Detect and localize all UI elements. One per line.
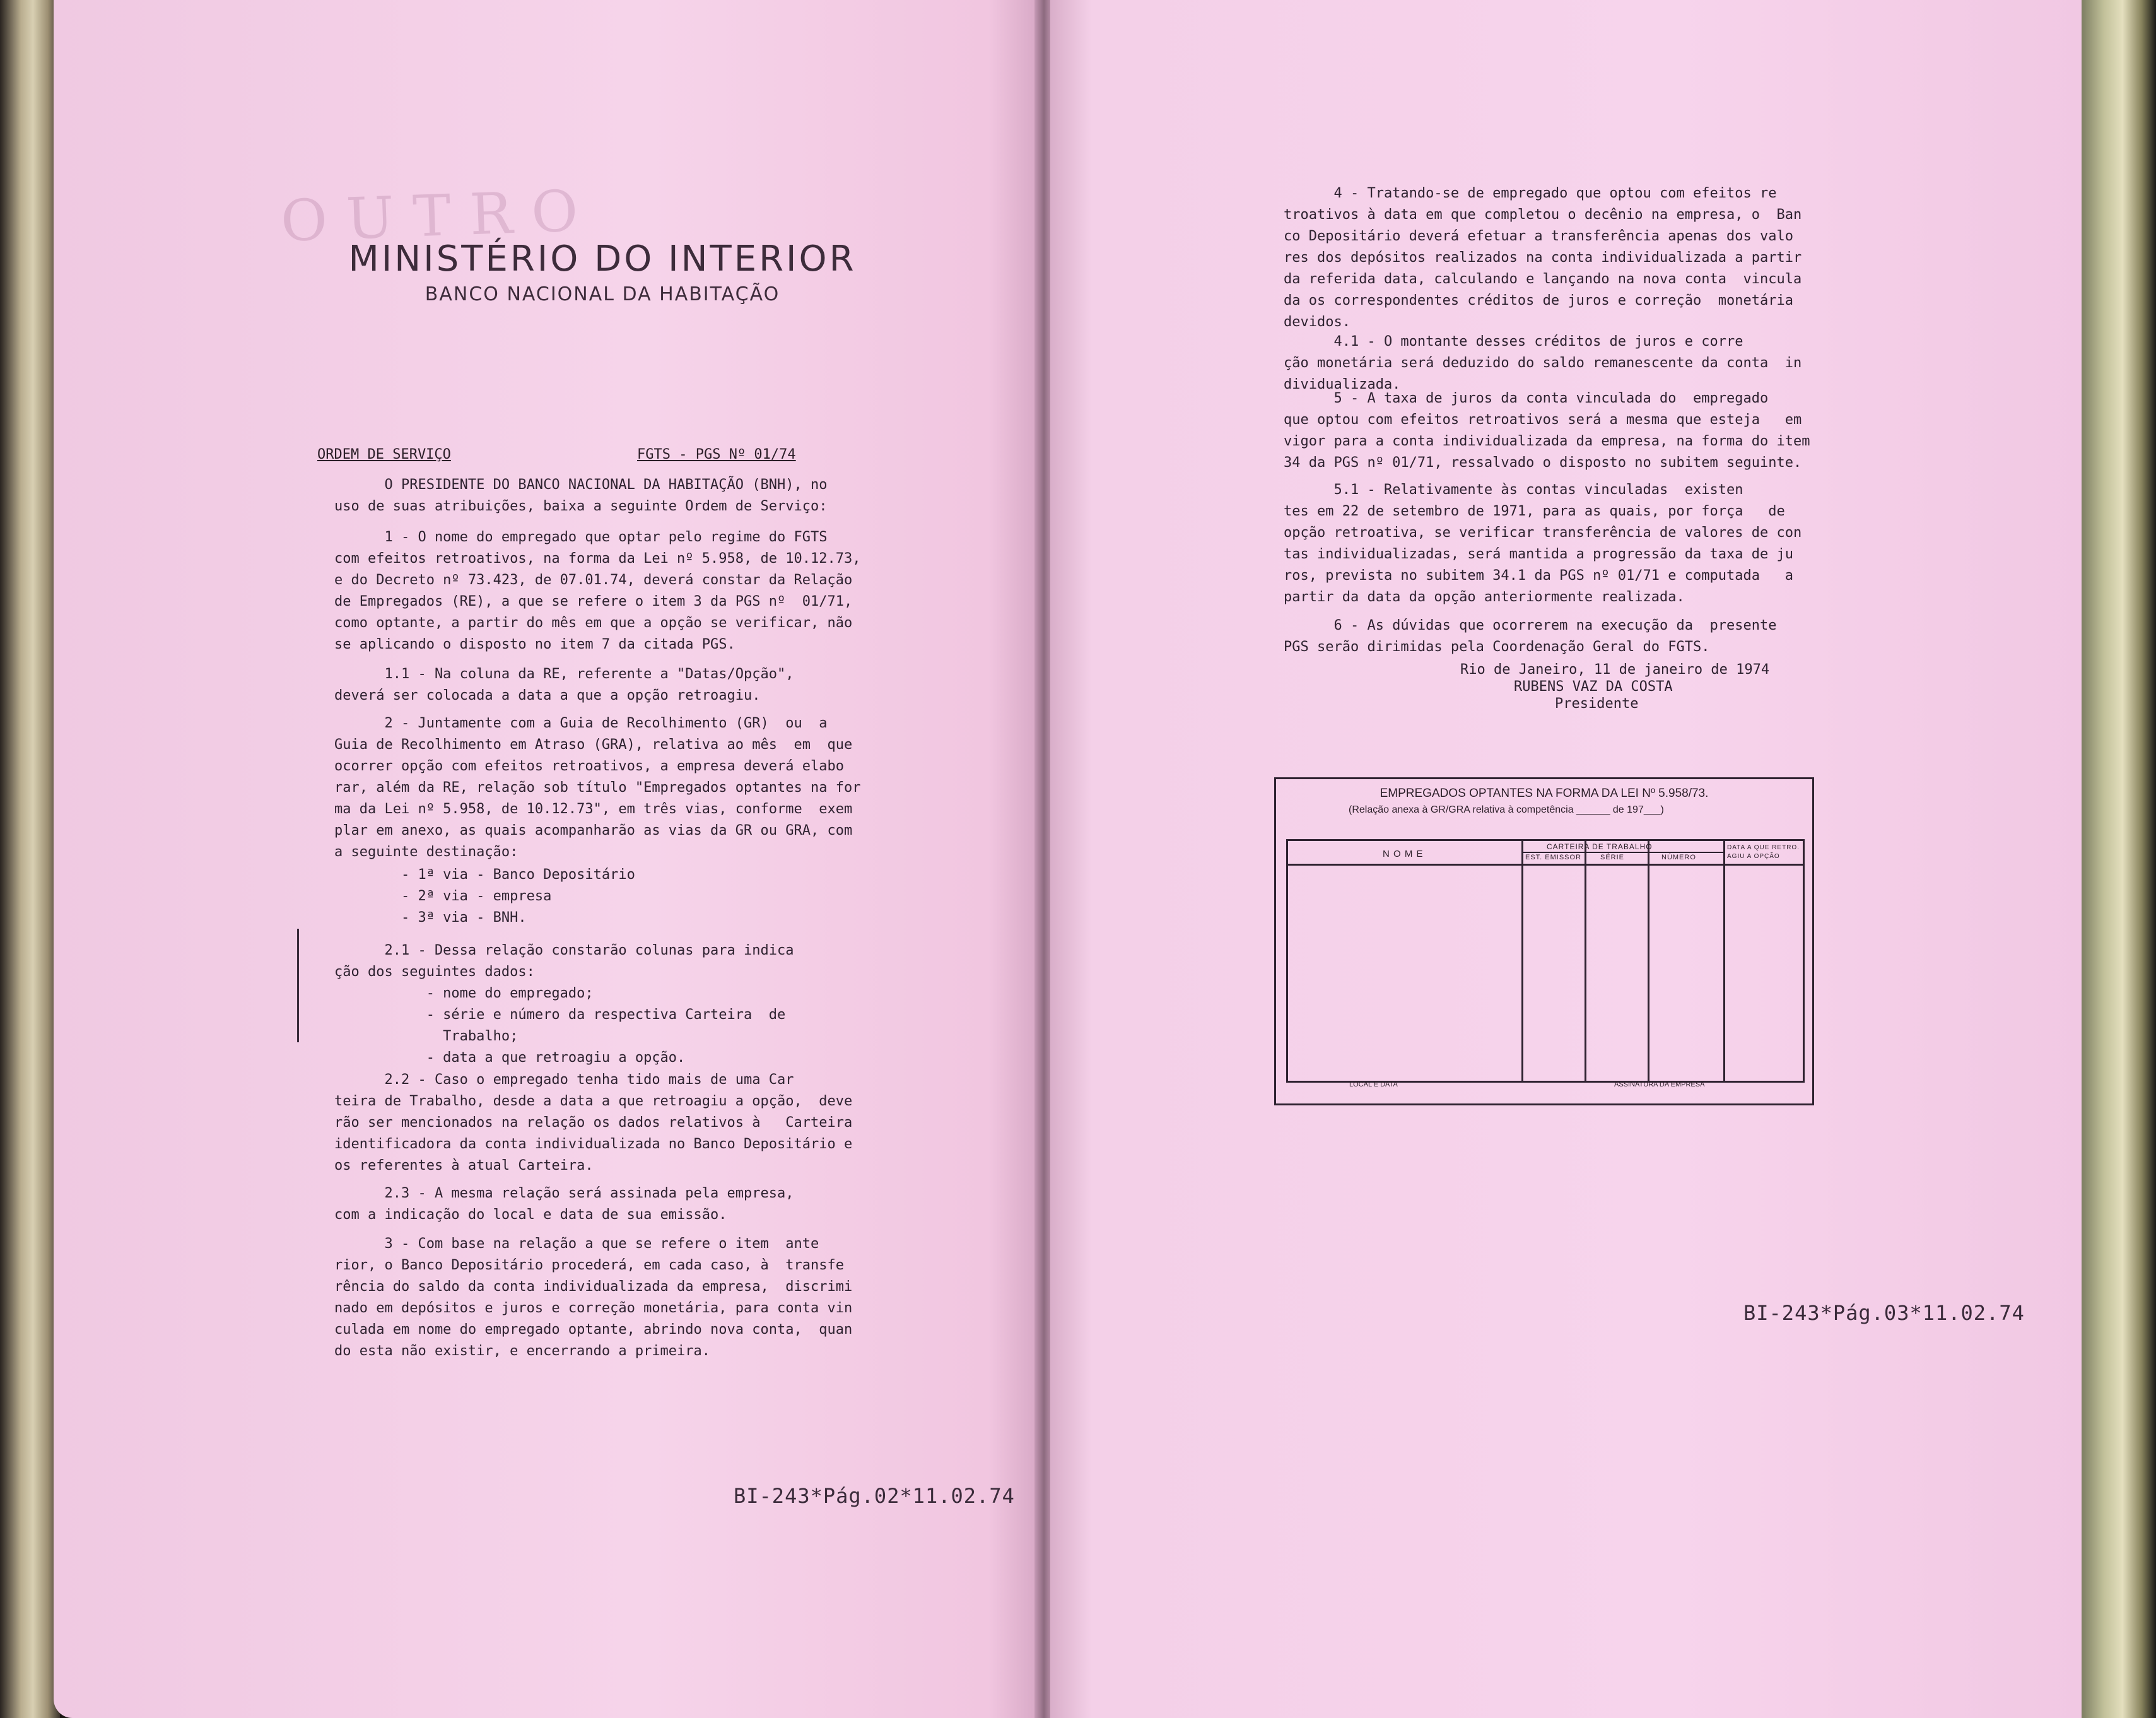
signer-name: RUBENS VAZ DA COSTA [1514,679,1673,695]
optants-form [1274,777,1814,1105]
margin-mark [297,929,299,1042]
bank-name: BANCO NACIONAL DA HABITAÇÃO [425,283,780,305]
form-col-line [1723,841,1725,1081]
form-col-line [1648,841,1649,1081]
col-emissor: EST. EMISSOR [1525,854,1582,861]
signer-title: Presidente [1555,696,1639,712]
paragraph-2: 2 - Juntamente com a Guia de Recolhimento (GR) ou a Guia de Recolhimento em Atraso (GRA), relativa ao mês em que ocorrer opção com efeitos retroativos, a empresa deverá elabo rar, além da RE, relação sob título "Empregados optantes na for ma da Lei nº 5.958, de 10.12.73", em três vias, conforme exem plar em anexo, as quais acompanharão as vias da GR ou GRA, com a seguinte destinação: [334,715,861,860]
paragraph-2-2: 2.2 - Caso o empregado tenha tido mais de uma Car teira de Trabalho, desde a data a que retroagiu a opção, deve rão ser mencionados na relação os dados relativos à Carteira identificadora da conta individualizada no Banco Depositário e os referentes à atual Carteira. [334,1072,853,1174]
page-reference-left: BI-243*Pág.02*11.02.74 [734,1484,1015,1508]
ministry-stamp [312,238,893,305]
paragraph-2-3: 2.3 - A mesma relação será assinada pela empresa, com a indicação do local e data de sua emissão. [334,1186,794,1223]
ministry-name: MINISTÉRIO DO INTERIOR [348,238,857,279]
paragraph-6: 6 - As dúvidas que ocorrerem na execução da presente PGS serão dirimidas pela Coordenação Geral do FGTS. [1284,618,1777,655]
faded-stamp-mark: OUTRO [279,177,598,255]
distribution-list: - 1ª via - Banco Depositário - 2ª via - empresa - 3ª via - BNH. [401,867,635,926]
paragraph-1-1: 1.1 - Na coluna da RE, referente a "Datas/Opção", deverá ser colocada a data a que a opção retroagiu. [334,666,794,703]
form-grid [1286,839,1805,1083]
col-data-retroacao: DATA A QUE RETRO. AGIU A OPÇÃO [1727,844,1800,860]
paragraph-4: 4 - Tratando-se de empregado que optou com efeitos re troativos à data em que completou o decênio na empresa, o Ban co Depositário deverá efetuar a transferência apenas dos valo res dos depósitos realizados na conta individualizada a partir da referida data, calculando e lançando na nova conta vincula da os correspondentes créditos de juros e correção monetária devidos. [1284,185,1802,330]
book-edge-right [2082,0,2156,1718]
paragraph-5-1: 5.1 - Relativamente às contas vinculadas existen tes em 22 de setembro de 1971, para as quais, por força de opção retroativa, se verificar transferência de valores de con tas individualizadas, será mantida a progressão da taxa de ju ros, prevista no subitem 34.1 da PGS nº 01/71 e computada a partir da data da opção anteriormente realizada. [1284,482,1802,605]
paragraph-3: 3 - Com base na relação a que se refere o item ante rior, o Banco Depositário procederá, em cada caso, à transfe rência do saldo da conta individualizada da empresa, discrimi nado em depósitos e juros e correção monetária, para conta vin culada em nome do empregado optante, abrindo nova conta, quan do esta não existir, e encerrando a primeira. [334,1236,853,1359]
order-title: ORDEM DE SERVIÇO [317,447,451,462]
footer-assinatura: ASSINATURA DA EMPRESA [1614,1081,1705,1088]
form-col-line [1521,841,1523,1081]
form-subtitle: (Relação anexa à GR/GRA relativa à competência ______ de 197___) [1349,804,1664,815]
col-numero: NÚMERO [1661,854,1696,861]
paragraph-5: 5 - A taxa de juros da conta vinculada do empregado que optou com efeitos retroativos será a mesma que esteja em vigor para a conta individualizada da empresa, na forma do item 34 da PGS nº 01/71, ressalvado o disposto no subitem seguinte. [1284,391,1810,471]
col-serie: SÉRIE [1600,854,1625,861]
page-reference-right: BI-243*Pág.03*11.02.74 [1743,1301,2025,1325]
paragraph-intro: O PRESIDENTE DO BANCO NACIONAL DA HABITAÇÃO (BNH), no uso de suas atribuições, baixa a seguinte Ordem de Serviço: [334,477,828,514]
paragraph-2-1: 2.1 - Dessa relação constarão colunas para indica ção dos seguintes dados: - nome do empregado; - série e número da respectiva Carteira de Trabalho; - data a que retroagiu a opção. [334,943,794,1066]
left-page [54,0,1038,1718]
form-header-line [1288,864,1803,866]
paragraph-4-1: 4.1 - O montante desses créditos de juros e corre ção monetária será deduzido do saldo remanescente da conta in dividualizada. [1284,334,1802,392]
footer-local-data: LOCAL E DATA [1349,1081,1398,1088]
form-title: EMPREGADOS OPTANTES NA FORMA DA LEI Nº 5.958/73. [1380,787,1709,800]
place-date: Rio de Janeiro, 11 de janeiro de 1974 [1460,662,1770,678]
order-code: FGTS - PGS Nº 01/74 [637,447,796,462]
form-col-line [1585,841,1586,1081]
col-nome: N O M E [1383,849,1424,859]
col-carteira: CARTEIRA DE TRABALHO [1547,842,1653,851]
form-subheader-line [1523,852,1723,853]
paragraph-1: 1 - O nome do empregado que optar pelo regime do FGTS com efeitos retroativos, na forma da Lei nº 5.958, de 10.12.73, e do Decreto nº 73.423, de 07.01.74, deverá constar da Relação de Empregados (RE), a que se refere o item 3 da PGS nº 01/71, como optante, a partir do mês em que a opção se verificar, não se aplicando o disposto no item 7 da citada PGS. [334,529,861,652]
book-edge-left [0,0,60,1718]
